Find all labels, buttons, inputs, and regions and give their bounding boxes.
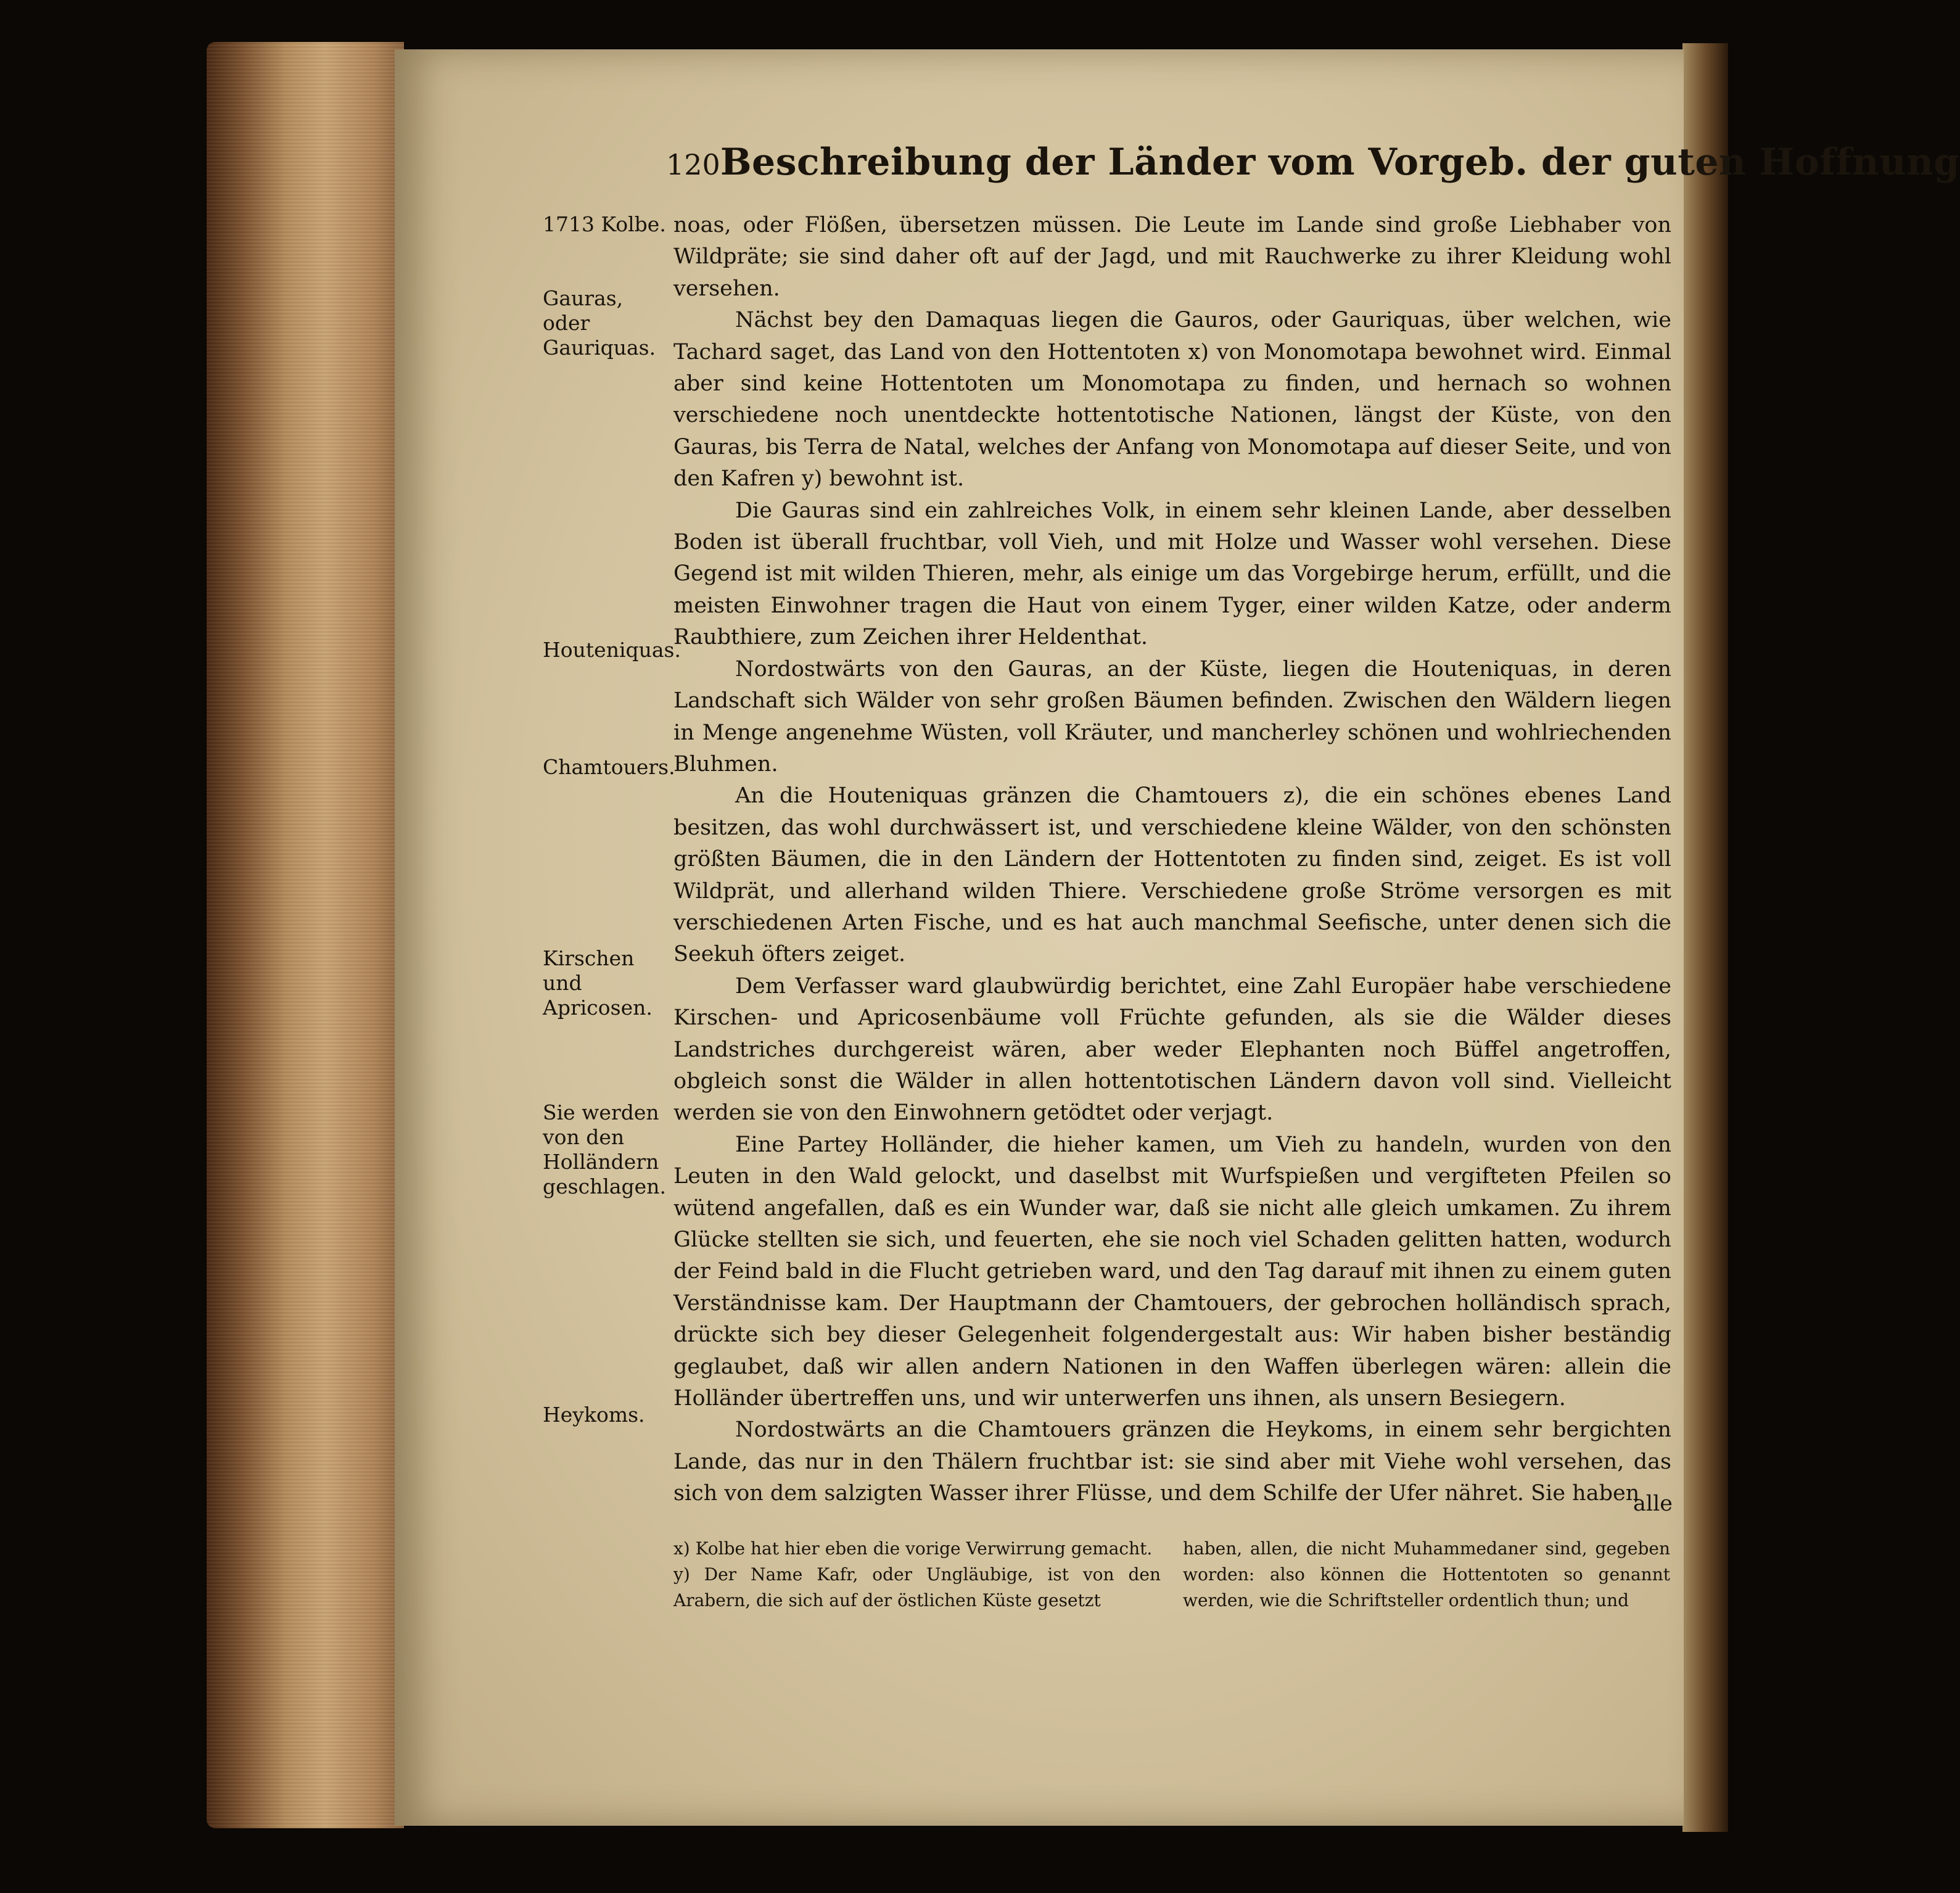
margin-note-houteniquas: Houteniquas. [543,638,681,662]
paragraph: Die Gauras sind ein zahlreiches Volk, in einem sehr kleinen Lande, aber desselben Boden ist überall fruchtbar, voll Vieh, und mit Holze und Wasser wohl versehen. Diese Gegend ist mit wilden Thieren, mehr, als einige um das Vorgebirge herum, erfüllt, und die meisten Einwohner tragen die Haut von einem Tyger, einer wilden Katze, oder anderm Raubthiere, zum Zeichen ihrer Heldenthat. [673,498,1671,650]
margin-note-kirschen: Kirschen und Apricosen. [543,946,653,1020]
margin-notes [543,212,681,1458]
running-head [666,141,1960,190]
margin-note-gauras: Gauras, oder Gauriquas. [543,286,656,360]
margin-note-chamtouers: Chamtouers. [543,755,675,779]
paragraph: Nächst bey den Damaquas liegen die Gauros, oder Gauriquas, über welchen, wie Tachard saget, das Land von den Hottentoten x) von Monomotapa bewohnet wird. Einmal aber sind keine Hottentoten um Monomotapa zu finden, und hernach so wohnen verschiedene noch unentdeckte hottentotische Nationen, längst der Küste, von den Gauras, bis Terra de Natal, welches der Anfang von Monomotapa auf dieser Seite, und von den Kafren y) bewohnt ist. [673,308,1671,492]
paragraph: Nordostwärts von den Gauras, an der Küste, liegen die Houteniquas, in deren Landschaft sich Wälder von sehr großen Bäumen befinden. Zwischen den Wäldern liegen in Menge angenehme Wüsten, voll Kräuter, und mancherley schönen und wohlriechenden Bluhmen. [673,656,1671,777]
footnote: x) Kolbe hat hier eben die vorige Verwirrung gemacht. [673,1538,1153,1559]
paragraph: noas, oder Flößen, übersetzen müssen. Die Leute im Lande sind große Liebhaber von Wildpräte; sie sind daher oft auf der Jagd, und mit Rauchwerke zu ihrer Kleidung wohl versehen. [673,213,1671,301]
book-page-edges [207,42,404,1828]
page-number: 120 [666,148,720,181]
book-right-edge [1682,43,1728,1832]
main-text [673,210,1671,1510]
paragraph: Dem Verfasser ward glaubwürdig berichtet, eine Zahl Europäer habe verschiedene Kirschen- und Apricosenbäume voll Früchte gefunden, als sie die Wälder dieses Landstriches durchgereist wären, aber weder Elephanten noch Büffel angetroffen, obgleich sonst die Wälder in allen hottentotischen Ländern davon voll sind. Vielleicht werden sie von den Einwohnern getödtet oder verjagt. [673,973,1671,1126]
page-title: Beschreibung der Länder vom Vorgeb. der guten Hoffnung [720,141,1960,184]
paragraph: An die Houteniquas gränzen die Chamtouers z), die ein schönes ebenes Land besitzen, das wohl durchwässert ist, und verschiedene kleine Wälder, von den schönsten größten Bäumen, die in den Ländern der Hottentoten zu finden sind, zeiget. Es ist voll Wildprät, und allerhand wilden Thiere. Verschiedene große Ströme versorgen es mit verschiedenen Arten Fische, und es hat auch manchmal Seefische, unter denen sich die Seekuh öfters zeiget. [673,783,1671,967]
footnote: haben, allen, die nicht Muhammedaner sind, gegeben worden: also können die Hottentoten so genannt werden, wie die Schriftsteller ordentlich thun; und [1183,1538,1670,1610]
paragraph: Nordostwärts an die Chamtouers gränzen die Heykoms, in einem sehr bergichten Lande, das nur in den Thälern fruchtbar ist: sie sind aber mit Viehe wohl versehen, das sich von dem salzigten Wasser ihrer Flüsse, und dem Schilfe der Ufer nähret. Sie haben [673,1417,1671,1506]
margin-note-heykoms: Heykoms. [543,1403,645,1427]
margin-note-hollaender: Sie werden von den Holländern geschlagen. [543,1100,666,1198]
footnote-column-left [673,1536,1161,1614]
footnotes [673,1536,1671,1614]
paragraph: Eine Partey Holländer, die hieher kamen, um Vieh zu handeln, wurden von den Leuten in den Wald gelockt, und daselbst mit Wurfspießen und vergifteten Pfeilen so wütend angefallen, daß es ein Wunder war, daß sie nicht alle gleich umkamen. Zu ihrem Glücke stellten sie sich, und feuerten, ehe sie noch viel Schaden gelitten hatten, wodurch der Feind bald in die Flucht getrieben ward, und den Tag darauf mit ihnen zu einem guten Verständnisse kam. Der Hauptmann der Chamtouers, der gebrochen holländisch sprach, drückte sich bey dieser Gelegenheit folgendergestalt aus: Wir haben bisher beständig geglaubet, daß wir allen andern Nationen in den Waffen überlegen wären: allein die Holländer übertreffen uns, und wir unterwerfen uns ihnen, als unsern Besiegern. [673,1132,1671,1411]
catchword: alle [1633,1491,1673,1516]
footnote: y) Der Name Kafr, oder Ungläubige, ist von den Arabern, die sich auf der östlichen Küste gesetzt [673,1564,1161,1610]
margin-note-year-author: 1713 Kolbe. [543,212,666,236]
footnote-column-right [1183,1536,1670,1614]
